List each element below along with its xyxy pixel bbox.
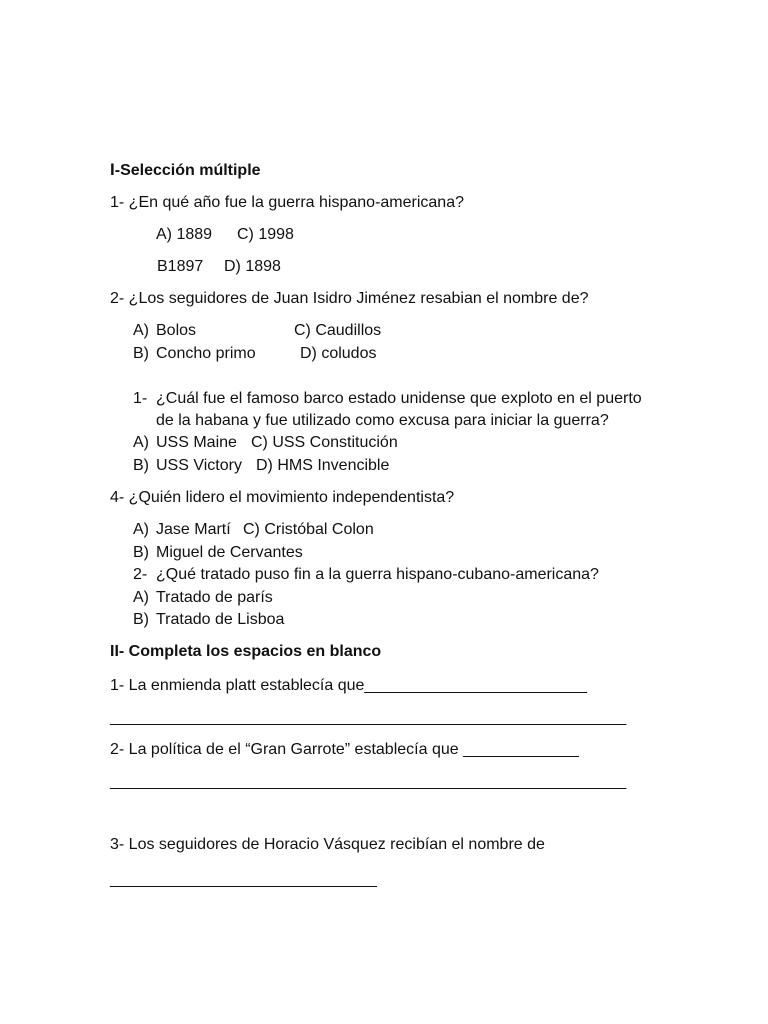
q5-option-a-letter: A) xyxy=(133,589,149,606)
section2-heading: II- Completa los espacios en blanco xyxy=(110,643,382,660)
fill-q1-line2: __________________________________________________________ xyxy=(110,709,627,726)
q2-option-a-letter: A) xyxy=(133,322,149,339)
q3-number: 1- xyxy=(133,390,148,407)
q3-question-line1: ¿Cuál fue el famoso barco estado unidense que exploto en el puerto xyxy=(156,390,642,407)
fill-q3-line2: ______________________________ xyxy=(110,871,377,888)
q1-option-b: B1897 xyxy=(157,258,204,275)
q2-option-c: C) Caudillos xyxy=(294,322,382,339)
q1-option-d: D) 1898 xyxy=(224,258,281,275)
q3-option-b-letter: B) xyxy=(133,457,149,474)
q2-option-b-letter: B) xyxy=(133,345,149,362)
q5-option-a-text: Tratado de parís xyxy=(156,589,273,606)
q3-option-b-text: USS Victory xyxy=(156,457,242,474)
section1-title: -Selección múltiple xyxy=(114,162,261,179)
q2-option-a-text: Bolos xyxy=(156,322,197,339)
q4-question: 4- ¿Quién lidero el movimiento independentista? xyxy=(110,489,455,506)
q3-option-c: C) USS Constitución xyxy=(251,434,398,451)
q2-option-d: D) coludos xyxy=(300,345,377,362)
q1-option-c: C) 1998 xyxy=(237,226,294,243)
q3-option-a-letter: A) xyxy=(133,434,149,451)
q4-option-b-letter: B) xyxy=(133,544,149,561)
q4-option-a-letter: A) xyxy=(133,521,149,538)
fill-q1-line1: 1- La enmienda platt establecía que_________________________ xyxy=(110,677,587,694)
fill-q3-line1: 3- Los seguidores de Horacio Vásquez recibían el nombre de xyxy=(110,836,545,853)
section1-heading xyxy=(110,160,261,181)
section1-roman: I xyxy=(110,160,115,179)
q5-question: ¿Qué tratado puso fin a la guerra hispano-cubano-americana? xyxy=(156,566,599,583)
q1-question: 1- ¿En qué año fue la guerra hispano-americana? xyxy=(110,194,464,211)
q4-option-c: C) Cristóbal Colon xyxy=(243,521,374,538)
q2-option-b-text: Concho primo xyxy=(156,345,256,362)
q5-option-b-letter: B) xyxy=(133,611,149,628)
q4-option-b-text: Miguel de Cervantes xyxy=(156,544,303,561)
q2-question: 2- ¿Los seguidores de Juan Isidro Jiménez resabian el nombre de? xyxy=(110,290,589,307)
fill-q2-line2: __________________________________________________________ xyxy=(110,773,627,790)
q3-option-d: D) HMS Invencible xyxy=(256,457,390,474)
q3-question-line2: de la habana y fue utilizado como excusa para iniciar la guerra? xyxy=(156,412,609,429)
fill-q2-line1: 2- La política de el “Gran Garrote” establecía que _____________ xyxy=(110,741,579,758)
q5-number: 2- xyxy=(133,566,148,583)
q1-option-a: A) 1889 xyxy=(156,226,213,243)
q4-option-a-text: Jase Martí xyxy=(156,521,231,538)
q3-option-a-text: USS Maine xyxy=(156,434,237,451)
q5-option-b-text: Tratado de Lisboa xyxy=(156,611,285,628)
